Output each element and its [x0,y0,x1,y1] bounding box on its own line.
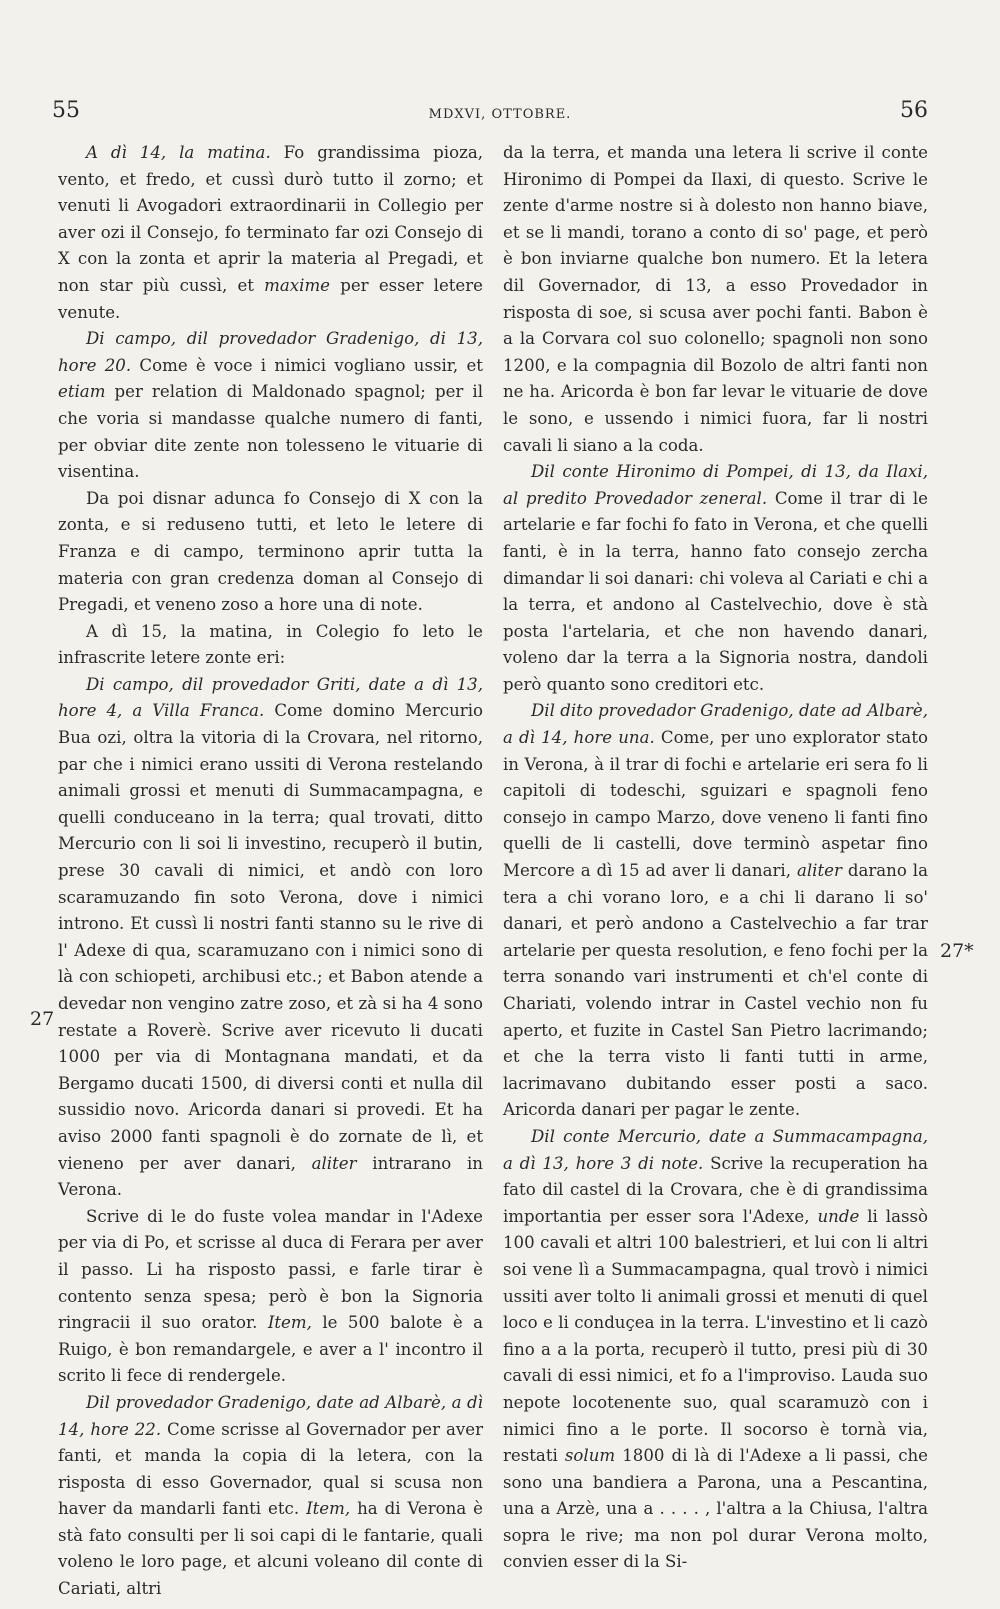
text: Come è voce i nimici vogliano ussir, et [131,355,483,375]
text: ha di Verona è stà fato consulti per li soi capi di le fantarie, quali voleno le loro page, et alcuni voleano dil conte di Cariati, altri [58,1499,483,1599]
text: Come domino Mercurio Bua ozi, oltra la vitoria di la Crovara, nel ritorno, par che i nimici erano ussiti di Verona restelando animali grossi et menuti di Summacampagna, e quelli conduceano in la terra; qual trovati, ditto Mercurio con li soi li investino, recuperò il butin, prese 30 cavali di nimici, et andò con loro scaramuzando fin soto Verona, dove i nimici introno. Et cussì li nostri fanti stanno su le rive di l' Adexe di qua, scaramuzano con i nimici sono di là con schiopeti, archibusi etc.; et Babon atende a devedar non vengino zatre zoso, et zà si ha 4 sono restate a Roverè. Scrive aver ricevuto li ducati 1000 per via di Montagnana mandati, et da Bergamo ducati 1500, di diversi conti et nulla dil sussidio novo. Aricorda danari si provedi. Et ha aviso 2000 fanti spagnoli è do zornate de lì, et vieneno per aver danari, [58,701,483,1173]
paragraph [58,326,483,486]
italic-heading: Di campo, dil provedador Griti, date a dì 13, hore 4, a Villa Franca. [58,674,483,721]
left-margin-folio: 27 [30,1008,55,1030]
paragraph: da la terra, et manda una letera li scrive il conte Hironimo di Pompei da Ilaxi, di questo. Scrive le zente d'arme nostre si à dolesto non hanno biave, et se li mandi, torano a conto di so' page, et però è bon inviarne qualche bon numero. Et la letera dil Governador, di 13, a esso Provedador in risposta di soe, si scusa aver pochi fanti. Babon è a la Corvara col suo colonello; spagnoli non sono 1200, e la compagnia dil Bozolo de altri fanti non ne ha. Aricorda è bon far levar le vituarie de dove le sono, e ussendo i nimici fuora, far li nostri cavali li siano a la coda. [503,143,928,455]
text: Scrive di le do fuste volea mandar in l'Adexe per via di Po, et scrisse al duca di Ferara per aver il passo. Li ha risposto passi, e farle tirar è contento senza spesa; però è bon la Signoria ringracii il suo orator. [58,1206,483,1333]
text: Scrive la recuperation ha fato dil castel di la Crovara, che è di grandissima importantia per esser sora l'Adexe, [503,1153,928,1226]
paragraph [58,1390,483,1603]
text: intrarano in Verona. [58,1153,483,1200]
text: Come scrisse al Governador per aver fanti, et manda la copia di la letera, con la risposta di esso Governador, qual si scusa non haver da mandarli fanti etc. [58,1419,483,1519]
paragraph: Da poi disnar adunca fo Consejo di X con la zonta, e si reduseno tutti, et leto le letere di Franza e di campo, terminono aprir tutta la materia con gran credenza doman al Consejo di Pregadi, et veneno zoso a hore una di note. [58,488,483,615]
italic-heading: Di campo, dil provedador Gradenigo, di 13, hore 20. [58,329,483,375]
text: per esser letere venute. [58,275,484,322]
italic-heading: Dil conte Hironimo di Pompei, di 13, da Ilaxi, al predito Provedador zeneral. [503,462,928,508]
italic-word: etiam [58,382,106,402]
text: 1800 di là di l'Adexe a li passi, che sono una bandiera a Parona, una a Pescantina, una a Arzè, una a . . . . , l'altra a la Chiusa, l'altra sopra le rive; ma non pol durar Verona molto, convien esser di la Si- [503,1446,928,1572]
italic-heading: A dì 14, la matina. [86,143,271,162]
running-title: MDXVI, OTTOBRE. [428,107,572,122]
paragraph: A dì 15, la matina, in Colegio fo leto le infrascrite letere zonte eri: [58,621,483,668]
italic-word: Item, [267,1313,312,1333]
paragraph [58,1204,483,1390]
left-column [58,140,483,1603]
italic-word: aliter [311,1153,357,1173]
text: li lassò 100 cavali et altri 100 balestrieri, et lui con li altri soi vene lì a Summacampagna, qual trovò i nimici ussiti aver tolto li animali grossi et menuti di quel loco e li conduçea in la terra. L'investino et li cazò fino a a la porta, recuperò il tutto, presi più di 30 cavali di essi nimici, et fo a l'improviso. Lauda suo nepote locotenente suo, qual scaramuzò con i nimici fino a le porte. Il socorso è tornà via, restati [503,1206,928,1466]
text: le 500 balote è a Ruigo, è bon remandargele, e aver a l' incontro il scrito li fece di rendergele. [58,1313,484,1386]
italic-word: unde [817,1206,860,1226]
right-page-number: 56 [900,98,928,123]
left-page-number: 55 [52,98,80,123]
right-column [503,140,928,1576]
paragraph [58,140,483,326]
right-margin-folio: 27* [940,940,974,962]
italic-heading: Dil dito provedador Gradenigo, date ad Albarè, a dì 14, hore una. [503,701,928,748]
italic-word: solum [564,1446,616,1466]
text: Come il trar di le artelarie e far fochi fo fato in Verona, et che quelli fanti, è in la terra, hanno fato consejo zercha dimandar li soi danari: chi voleva al Cariati e chi a la terra, et andono al Castelvechio, dove è stà posta l'artelaria, et che non havendo danari, voleno dar la terra a la Signoria nostra, dandoli però quanto sono creditori etc. [503,488,928,694]
italic-word: maxime [264,275,331,295]
text: Come, per uno explorator stato in Verona, à il trar di fochi e artelarie eri sera fo li capitoli di todeschi, sguizari e spagnoli feno consejo in campo Marzo, dove veneno li fanti fino quelli de li castelli, dove terminò aspetar fino Mercore a dì 15 ad aver li danari, [503,728,928,881]
paragraph [503,459,928,698]
paragraph [503,698,928,1124]
text: per relation di Maldonado spagnol; per il che voria si mandasse qualche numero di fanti, per obviar dite zente non tolesseno le vituarie di visentina. [58,382,483,482]
italic-word: Item, [306,1499,351,1519]
italic-heading: Dil provedador Gradenigo, date ad Albarè, a dì 14, hore 22. [58,1392,483,1439]
text: Fo grandissima pioza, vento, et fredo, et cussì durò tutto il zorno; et venuti li Avogadori extraordinarii in Collegio per aver ozi il Consejo, fo terminato far ozi Consejo di X con la zonta et aprir la materia al Pregadi, et non star più cussì, et [58,143,484,295]
paragraph [58,672,483,1204]
italic-word: aliter [796,861,842,881]
italic-heading: Dil conte Mercurio, date a Summacampagna, a dì 13, hore 3 di note. [503,1126,928,1173]
paragraph [503,1124,928,1576]
text: darano la tera a chi vorano loro, e a chi li darano li so' danari, et però andono a Castelvechio a far trar artelarie per questa resolution, e feno fochi per la terra sonando vari instrumenti et ch'el conte di Chariati, volendo intrar in Castel vechio non fu aperto, et fuzite in Castel San Pietro lacrimando; et che la terra visto li fanti tutti in arme, lacrimavano dubitando esser posti a saco. Aricorda danari per pagar le zente. [503,861,928,1120]
